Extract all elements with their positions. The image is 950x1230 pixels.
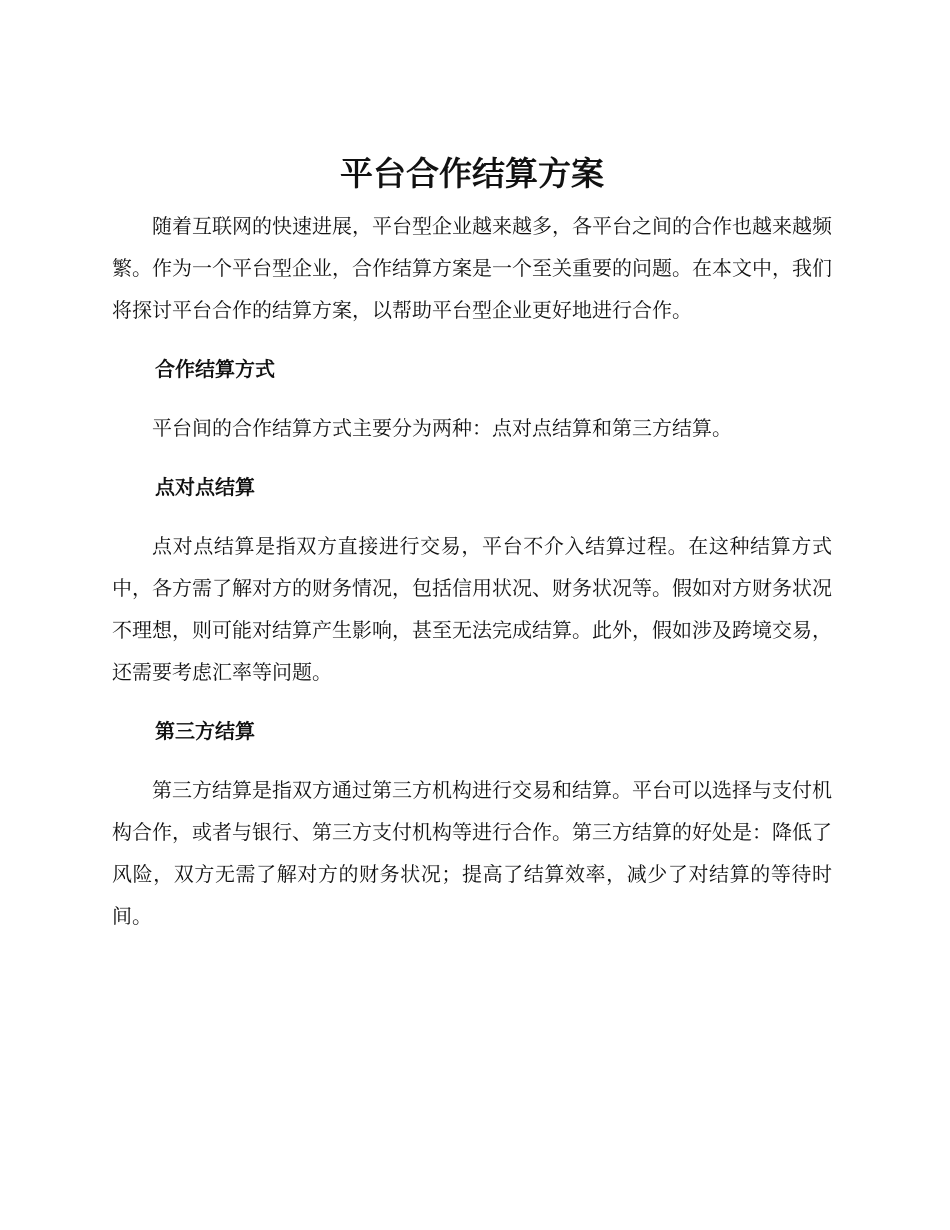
- document-content: [112, 150, 832, 957]
- section-heading-settlement-methods: 合作结算方式: [155, 357, 275, 381]
- section-body-settlement-methods: 平台间的合作结算方式主要分为两种：点对点结算和第三方结算。: [152, 416, 732, 440]
- section-body-peer-to-peer: 点对点结算是指双方直接进行交易，平台不介入结算过程。在这种结算方式中，各方需了解对方的财务情况，包括信用状况、财务状况等。假如对方财务状况不理想，则可能对结算产生影响，甚至无法完成结算。此外，假如涉及跨境交易，还需要考虑汇率等问题。: [112, 534, 832, 684]
- section-heading-third-party: 第三方结算: [155, 719, 255, 743]
- section-body-third-party: 第三方结算是指双方通过第三方机构进行交易和结算。平台可以选择与支付机构合作，或者与银行、第三方支付机构等进行合作。第三方结算的好处是：降低了风险，双方无需了解对方的财务状况；提高了结算效率，减少了对结算的等待时间。: [112, 778, 832, 928]
- intro-paragraph: 随着互联网的快速进展，平台型企业越来越多，各平台之间的合作也越来越频繁。作为一个平台型企业，合作结算方案是一个至关重要的问题。在本文中，我们将探讨平台合作的结算方案，以帮助平台型企业更好地进行合作。: [112, 214, 832, 322]
- section-heading-peer-to-peer: 点对点结算: [155, 475, 255, 499]
- page-title: 平台合作结算方案: [340, 154, 604, 193]
